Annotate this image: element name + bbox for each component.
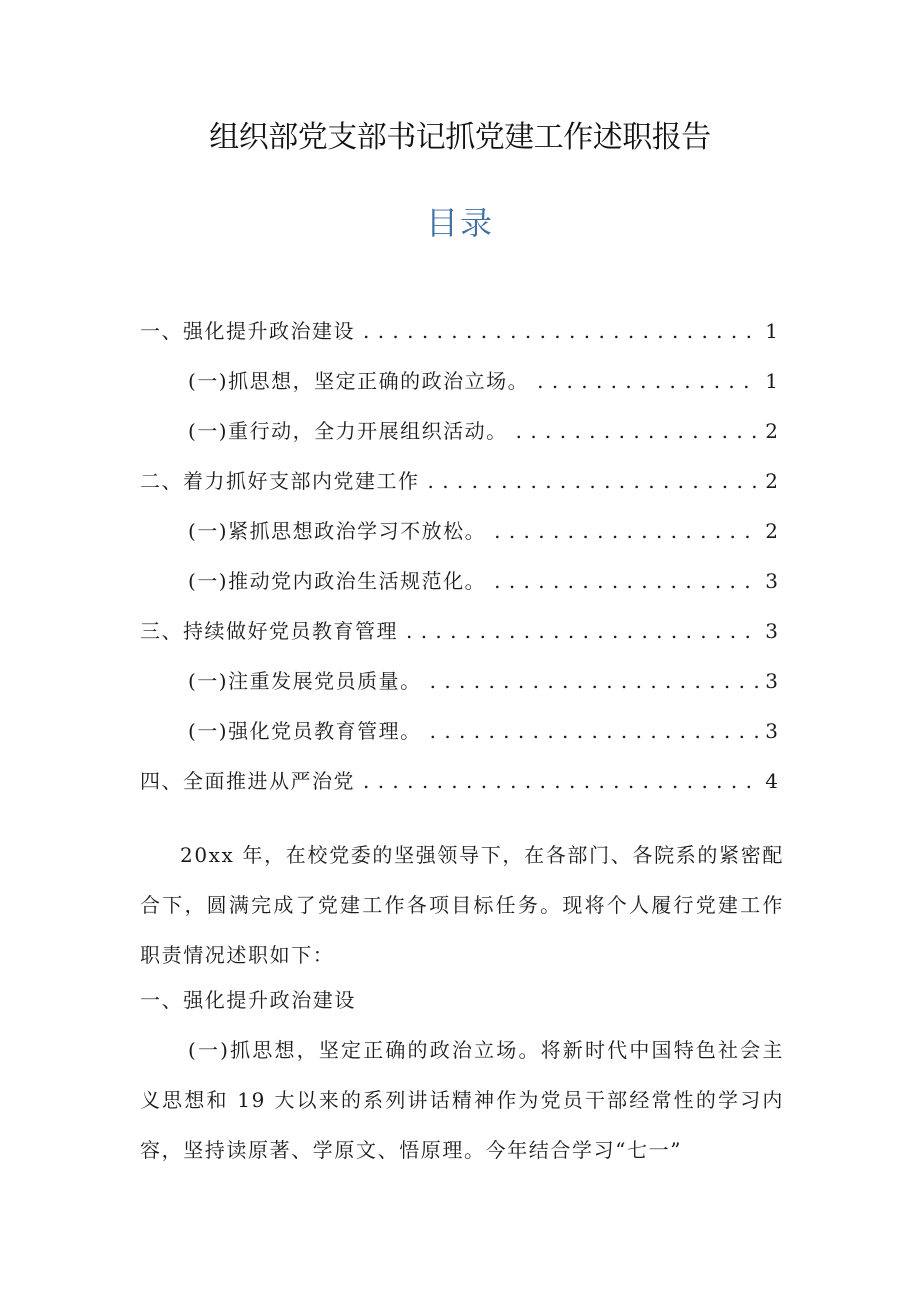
- toc-entry[interactable]: [140, 665, 778, 715]
- toc-leader-dots: [428, 469, 760, 493]
- toc-entry-text: (一)注重发展党员质量。: [188, 669, 422, 693]
- toc-page-number: 3: [765, 669, 778, 693]
- toc-entry[interactable]: [140, 765, 778, 815]
- toc-entry-text: (一)强化党员教育管理。: [188, 719, 422, 743]
- toc-entry[interactable]: [140, 415, 778, 465]
- toc-heading: 目录: [425, 204, 494, 242]
- toc-page-number: 2: [765, 519, 778, 543]
- toc-entry[interactable]: [140, 615, 778, 665]
- document-title: 组织部党支部书记抓党建工作述职报告: [209, 120, 711, 155]
- toc-entry[interactable]: [140, 365, 778, 415]
- toc-leader-dots: [363, 319, 759, 343]
- toc-page-number: 3: [765, 619, 778, 643]
- toc-page-number: 1: [765, 369, 778, 393]
- toc-page-number: 2: [765, 419, 778, 443]
- toc-entry[interactable]: [140, 715, 778, 765]
- toc-entry[interactable]: [140, 465, 778, 515]
- toc-entry-text: (一)紧抓思想政治学习不放松。: [188, 519, 487, 543]
- toc-page-number: 3: [765, 719, 778, 743]
- section-heading: 一、强化提升政治建设: [140, 988, 356, 1012]
- toc-entry-text: (一)推动党内政治生活规范化。: [188, 569, 487, 593]
- toc-entry-text: (一)抓思想，坚定正确的政治立场。: [188, 369, 530, 393]
- intro-paragraph: 20xx 年，在校党委的坚强领导下，在各部门、各院系的紧密配合下，圆满完成了党建工作各项目标任务。现将个人履行党建工作职责情况述职如下：: [140, 843, 784, 967]
- toc-leader-dots: [406, 619, 759, 643]
- toc-entry[interactable]: [140, 515, 778, 565]
- toc-leader-dots: [494, 569, 759, 593]
- toc-entry-text: 二、着力抓好支部内党建工作: [140, 469, 420, 493]
- toc-entry-text: 四、全面推进从严治党: [140, 769, 355, 793]
- toc-entry-text: 三、持续做好党员教育管理: [140, 619, 398, 643]
- toc-page-number: 2: [765, 469, 778, 493]
- toc-entry[interactable]: [140, 565, 778, 615]
- toc-page-number: 3: [765, 569, 778, 593]
- toc-leader-dots: [430, 669, 760, 693]
- toc-leader-dots: [516, 419, 760, 443]
- toc-entry-text: (一)重行动，全力开展组织活动。: [188, 419, 508, 443]
- toc-leader-dots: [537, 369, 759, 393]
- table-of-contents: [140, 315, 778, 815]
- toc-page-number: 4: [765, 769, 778, 793]
- toc-leader-dots: [363, 769, 759, 793]
- toc-entry-text: 一、强化提升政治建设: [140, 319, 355, 343]
- toc-leader-dots: [494, 519, 759, 543]
- body-paragraph: (一)抓思想，坚定正确的政治立场。将新时代中国特色社会主义思想和 19 大以来的系列讲话精神作为党员干部经常性的学习内容，坚持读原著、学原文、悟原理。今年结合学习“七一”: [140, 1038, 784, 1162]
- toc-page-number: 1: [765, 319, 778, 343]
- toc-leader-dots: [430, 719, 760, 743]
- toc-entry[interactable]: [140, 315, 778, 365]
